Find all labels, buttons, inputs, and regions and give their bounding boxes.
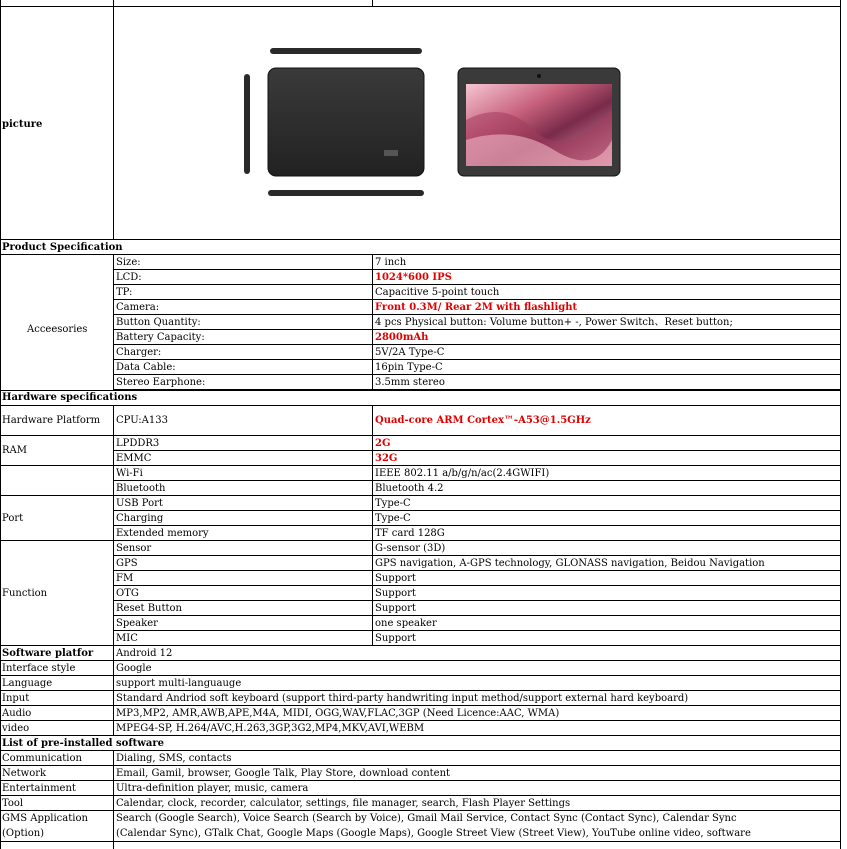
grid-vline [372, 405, 373, 645]
spec-value: Capacitive 5-point touch [375, 287, 500, 298]
spec-value: 2G [375, 438, 391, 449]
grid-hline [0, 435, 840, 436]
cpu-key: CPU:A133 [116, 415, 168, 426]
grid-vline [113, 405, 114, 735]
spec-value: Bluetooth 4.2 [375, 483, 444, 494]
gms-label-1: GMS Application [2, 813, 88, 824]
grid-hline [0, 690, 840, 691]
spec-key: Wi-Fi [116, 468, 143, 479]
grid-hline [113, 329, 840, 330]
grid-hline [0, 720, 840, 721]
tablet-product-image [234, 40, 634, 205]
spec-value: Front 0.3M/ Rear 2M with flashlight [375, 302, 578, 313]
spec-key: Communication [2, 753, 82, 764]
grid-hline [0, 540, 840, 541]
spec-value: Support [375, 588, 416, 599]
gms-label-2: (Option) [2, 828, 45, 839]
spec-value: Ultra-definition player, music, camera [116, 783, 309, 794]
spec-key: Audio [2, 708, 32, 719]
grid-hline [113, 630, 840, 631]
spec-value: IEEE 802.11 a/b/g/n/ac(2.4GWIFI) [375, 468, 550, 479]
spec-key: Tool [2, 798, 24, 809]
spec-key: Entertainment [2, 783, 76, 794]
gms-line-2: (Calendar Sync), GTalk Chat, Google Maps (Google Maps), Google Street View (Street View), YouTube online video, software [116, 828, 751, 839]
function-label: Function [2, 588, 48, 599]
spec-key: Bluetooth [116, 483, 166, 494]
spec-key: Battery Capacity: [116, 332, 205, 343]
spec-value: Support [375, 603, 416, 614]
spec-value: Support [375, 573, 416, 584]
grid-hline [0, 795, 840, 796]
spec-value: 1024*600 IPS [375, 272, 452, 283]
grid-hline [0, 841, 840, 842]
section-software: Software platfor [2, 648, 94, 659]
grid-hline [0, 705, 840, 706]
spec-key: Sensor [116, 543, 152, 554]
section-product: Product Specification [2, 242, 123, 253]
spec-value: 2800mAh [375, 332, 429, 343]
spec-value: one speaker [375, 618, 437, 629]
grid-hline [113, 374, 840, 375]
grid-hline [113, 525, 840, 526]
spec-value: 4 pcs Physical button: Volume button+ -, Power Switch、Reset button; [375, 317, 733, 328]
grid-hline [113, 615, 840, 616]
spec-value: 32G [375, 453, 398, 464]
grid-hline [0, 750, 840, 751]
spec-value: 3.5mm stereo [375, 377, 445, 388]
grid-vline [372, 254, 373, 390]
grid-hline [0, 810, 840, 811]
grid-vline [0, 0, 1, 849]
spec-key: Stereo Earphone: [116, 377, 206, 388]
picture-label: picture [2, 119, 43, 130]
spec-key: Interface style [2, 663, 76, 674]
grid-hline [113, 555, 840, 556]
spec-value: Standard Andriod soft keyboard (support third-party handwriting input method/support external hard keyboard) [116, 693, 689, 704]
spec-key: GPS [116, 558, 138, 569]
spec-value: Dialing, SMS, contacts [116, 753, 232, 764]
spec-value: TF card 128G [375, 528, 445, 539]
spec-key: LPDDR3 [116, 438, 160, 449]
spec-value: 16pin Type-C [375, 362, 443, 373]
spec-value: Email, Gamil, browser, Google Talk, Play Store, download content [116, 768, 451, 779]
grid-hline [113, 314, 840, 315]
section-hardware: Hardware specifications [2, 392, 138, 403]
grid-hline [0, 405, 840, 406]
spec-value: Type-C [375, 513, 411, 524]
spec-key: Button Quantity: [116, 317, 201, 328]
spec-key: Camera: [116, 302, 160, 313]
spec-value: GPS navigation, A-GPS technology, GLONASS navigation, Beidou Navigation [375, 558, 765, 569]
grid-hline [113, 344, 840, 345]
grid-vline [113, 0, 114, 239]
spec-key: EMMC [116, 453, 152, 464]
grid-hline [113, 510, 840, 511]
spec-value: Google [116, 663, 152, 674]
grid-hline [0, 645, 840, 646]
grid-vline [840, 0, 841, 849]
grid-vline [113, 750, 114, 849]
spec-value: MPEG4-SP, H.264/AVC,H.263,3GP,3G2,MP4,MKV,AVI,WEBM [116, 723, 425, 734]
spec-key: TP: [116, 287, 133, 298]
grid-hline [113, 570, 840, 571]
spec-key: Input [2, 693, 30, 704]
grid-hline [0, 254, 840, 255]
spec-key: Charger: [116, 347, 162, 358]
software-value: Android 12 [116, 648, 173, 659]
spec-key: Reset Button [116, 603, 182, 614]
cpu-value: Quad-core ARM Cortex™-A53@1.5GHz [375, 415, 591, 426]
spec-key: FM [116, 573, 134, 584]
grid-hline [113, 284, 840, 285]
section-preinstalled: List of pre-installed software [2, 738, 164, 749]
grid-hline [0, 675, 840, 676]
port-label: Port [2, 513, 24, 524]
spec-value: G-sensor (3D) [375, 543, 446, 554]
ram-label: RAM [2, 445, 27, 456]
spec-key: Network [2, 768, 47, 779]
grid-hline [113, 600, 840, 601]
spec-key: Speaker [116, 618, 158, 629]
grid-hline [0, 6, 840, 7]
grid-hline [0, 239, 840, 240]
spec-key: LCD: [116, 272, 142, 283]
spec-value: 5V/2A Type-C [375, 347, 445, 358]
grid-hline [0, 765, 840, 766]
grid-hline [0, 465, 840, 466]
grid-hline [113, 359, 840, 360]
spec-key: MIC [116, 633, 138, 644]
grid-hline [113, 450, 840, 451]
grid-hline [0, 390, 840, 391]
grid-hline [113, 269, 840, 270]
spec-key: Extended memory [116, 528, 209, 539]
grid-hline [113, 585, 840, 586]
hardware-platform-label: Hardware Platform [2, 415, 101, 426]
spec-value: Calendar, clock, recorder, calculator, settings, file manager, search, Flash Player Settings [116, 798, 571, 809]
spec-value: 7 inch [375, 257, 407, 268]
spec-key: Data Cable: [116, 362, 176, 373]
grid-hline [0, 735, 840, 736]
spec-value: support multi-languauge [116, 678, 242, 689]
gms-line-1: Search (Google Search), Voice Search (Search by Voice), Gmail Mail Service, Contact Sync (Contact Sync), Calendar Sync [116, 813, 737, 824]
grid-hline [0, 660, 840, 661]
spec-value: Type-C [375, 498, 411, 509]
spec-value: Support [375, 633, 416, 644]
grid-hline [113, 480, 840, 481]
spec-key: video [2, 723, 30, 734]
grid-vline [372, 0, 373, 6]
spec-value: MP3,MP2, AMR,AWB,APE,M4A, MIDI, OGG,WAV,FLAC,3GP (Need Licence:AAC, WMA) [116, 708, 560, 719]
product-group-label: Acceesories [27, 324, 88, 335]
grid-vline [113, 254, 114, 390]
spec-key: Size: [116, 257, 141, 268]
grid-hline [0, 780, 840, 781]
spec-key: OTG [116, 588, 139, 599]
grid-hline [113, 299, 840, 300]
grid-hline [0, 495, 840, 496]
spec-key: Language [2, 678, 53, 689]
spec-key: USB Port [116, 498, 163, 509]
spec-key: Charging [116, 513, 164, 524]
